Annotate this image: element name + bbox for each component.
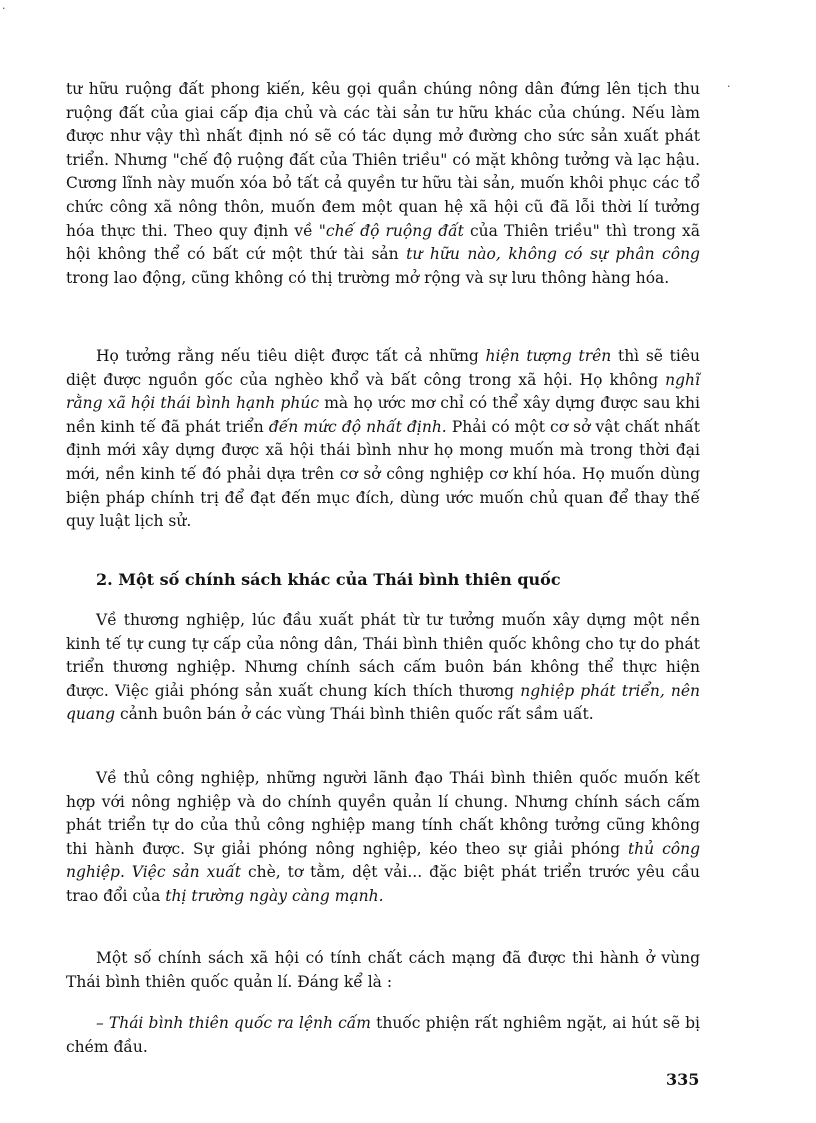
italic-run: thị trường ngày càng mạnh. xyxy=(165,886,384,905)
italic-run: thiên quốc ra lệnh cấm xyxy=(188,1014,371,1032)
paragraph-text xyxy=(66,767,700,909)
italic-run: – Thái bình xyxy=(96,1014,189,1032)
italic-run: nghĩ rằng xã hội thái bình hạnh phúc xyxy=(66,370,700,413)
paragraph-text xyxy=(66,609,700,727)
scan-speck: · xyxy=(727,80,731,93)
paragraph-1 xyxy=(66,78,700,290)
text-run: Về thủ công nghiệp, những người lãnh đạo Thái bình thiên quốc muốn kết hợp với nông nghiệp và do chính quyền quản lí chung. Nhưng chính sách cấm phát triển tự do của thủ công nghiệp mang tính chất không tưởng cũng không thi hành được. Sự giải phóng nông nghiệp, kéo theo sự giải phóng xyxy=(66,769,700,858)
paragraph-2 xyxy=(66,345,700,534)
paragraph-text xyxy=(66,345,700,534)
page-number: 335 xyxy=(666,1070,700,1089)
text-run: Về thương nghiệp, lúc đầu xuất phát từ tư tưởng muốn xây dựng một nền kinh tế tự cung tự cấp của nông dân, Thái bình thiên quốc không cho tự do phát triển thương nghiệp. Nhưng chính sách cấm buôn bán không thể thực hiện được. Việc giải phóng sản xuất chung kích thích thương xyxy=(66,611,700,700)
text-run: mà họ ước mơ chỉ có thể xây dựng được sau khi nền kinh tế đã phát triển xyxy=(66,394,700,436)
paragraph-text xyxy=(66,1012,700,1059)
text-run: tư hữu ruộng đất phong kiến, kêu gọi quần chúng nông dân đứng lên tịch thu ruộng đất của giai cấp địa chủ và các tài sản tư hữu khác của chúng. Nếu làm được như vậy thì nhất định nó sẽ có tác dụng mở đường cho sức sản xuất phát triển. Nhưng "chế độ ruộng đất của Thiên triều" có mặt không tưởng và lạc hậu. Cương lĩnh này muốn xóa bỏ tất cả quyền tư hữu tài sản, muốn khôi phục các tổ chức công xã nông thôn, muốn đem một quan hệ xã hội cũ đã lỗi thời lí tưởng hóa thực thi. Theo quy định về " xyxy=(66,80,700,240)
text-run: Phải có một cơ sở vật chất nhất định mới xây dựng được xã hội thái bình như họ mong muốn mà trong thời đại mới, nền kinh tế đó phải dựa trên cơ sở công nghiệp cơ khí hóa. Họ muốn dùng biện pháp chính trị để đạt đến mục đích, dùng ước muốn chủ quan để thay thế quy luật lịch sử. xyxy=(66,417,701,531)
text-run: Họ tưởng rằng nếu tiêu diệt được tất cả những xyxy=(96,347,486,365)
italic-run: thủ công nghiệp. Việc sản xuất xyxy=(66,839,700,882)
text-run: chè, tơ tằm, dệt vải... đặc biệt phát triển trước yêu cầu trao đổi của xyxy=(66,863,700,905)
text-run: thuốc phiện rất nghiêm ngặt, ai hút sẽ bị chém đầu. xyxy=(66,1014,700,1056)
text-run: Một số chính sách xã hội có tính chất cách mạng đã được thi hành ở vùng Thái bình thiên quốc quản lí. Đáng kể là : xyxy=(66,949,700,991)
text-run: cảnh buôn bán ở các vùng Thái bình thiên quốc rất sầm uất. xyxy=(115,705,594,724)
scan-speck: · xyxy=(2,2,6,15)
text-run: trong lao động, cũng không có thị trường mở rộng và sự lưu thông hàng hóa. xyxy=(66,268,670,287)
section-heading: 2. Một số chính sách khác của Thái bình thiên quốc xyxy=(96,570,561,589)
italic-run: đến mức độ nhất định. xyxy=(268,417,447,436)
paragraph-text xyxy=(66,947,700,994)
paragraph-3 xyxy=(66,609,700,727)
paragraph-6 xyxy=(66,1012,700,1059)
paragraph-text xyxy=(66,78,700,290)
italic-run: chế độ ruộng đất xyxy=(325,221,464,240)
italic-run: nghiệp phát triển, nên quang xyxy=(66,681,700,724)
text-run: của Thiên triều" thì trong xã hội không thể có bất cứ một thứ tài sản xyxy=(66,221,701,264)
italic-run: hiện tượng trên xyxy=(485,347,612,365)
text-run: thì sẽ tiêu diệt được nguồn gốc của nghèo khổ và bất công trong xã hội. Họ không xyxy=(66,347,700,389)
italic-run: tư hữu nào, không có sự phân công xyxy=(406,245,700,264)
paragraph-5 xyxy=(66,947,700,994)
paragraph-4 xyxy=(66,767,700,909)
